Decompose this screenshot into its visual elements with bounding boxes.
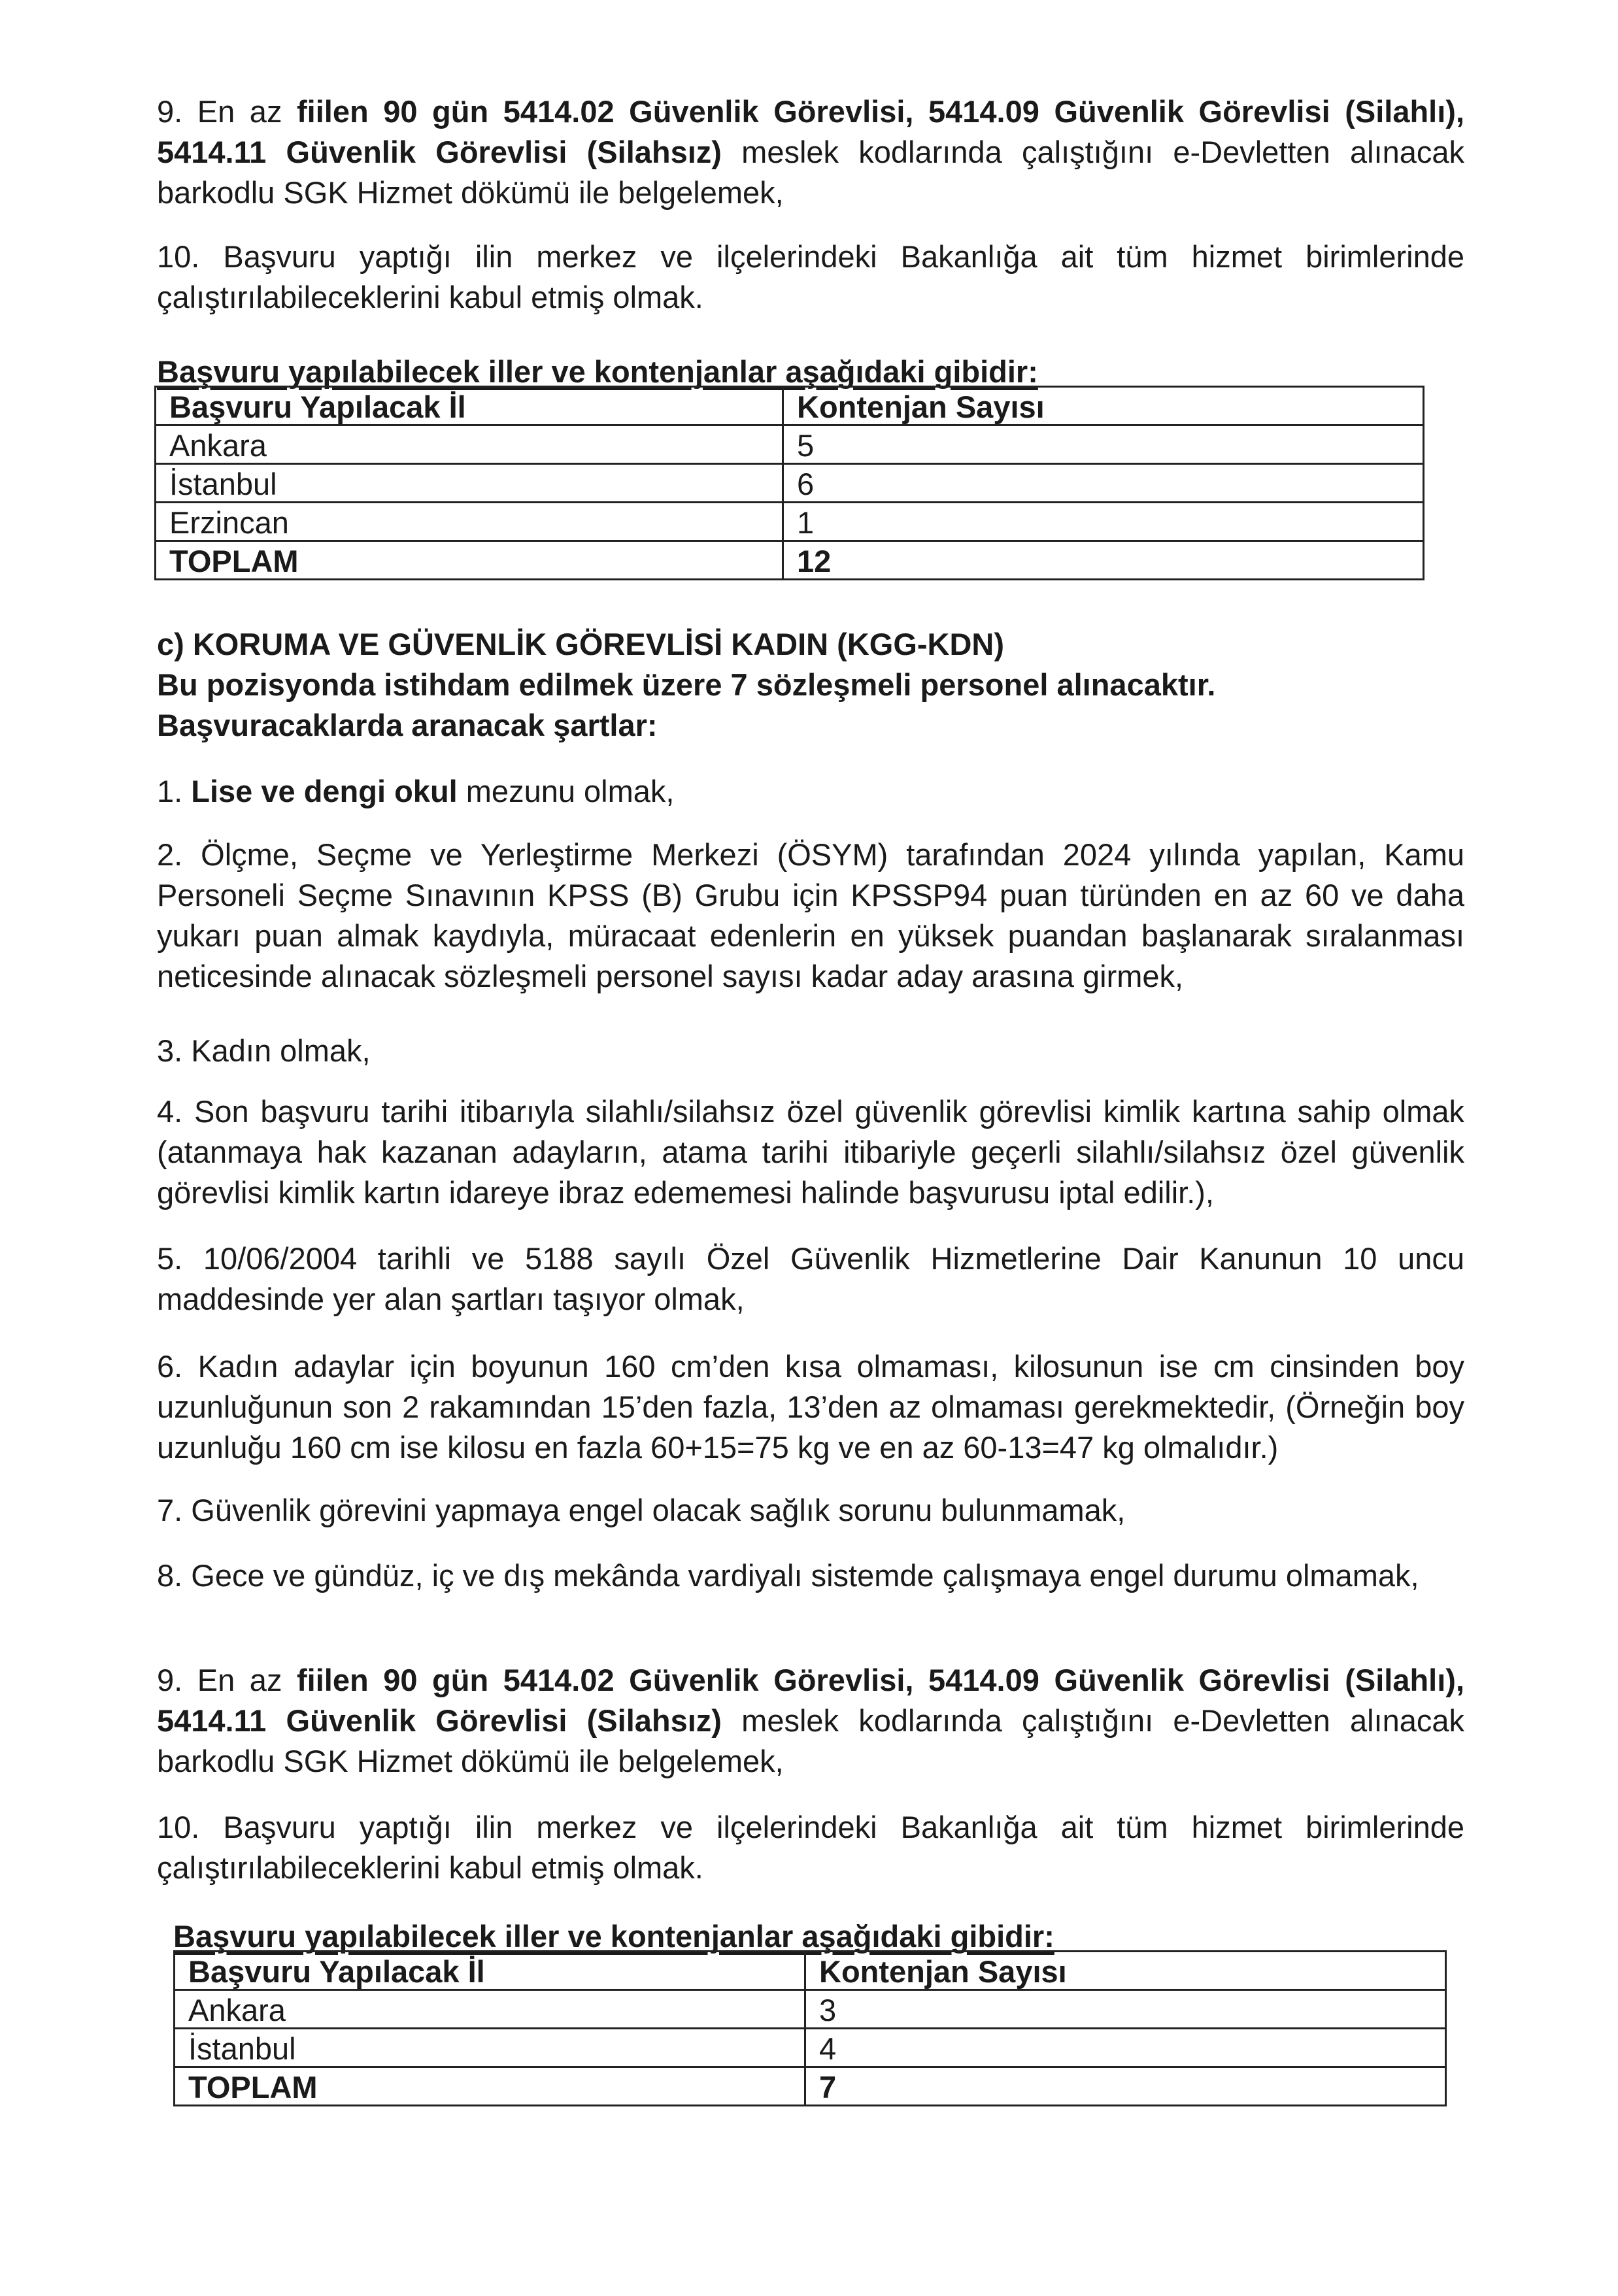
item-text: Başvuru yaptığı ilin merkez ve ilçelerindeki Bakanlığa ait tüm hizmet birimlerinde çalıştırılabileceklerini kabul etmiş olmak. xyxy=(157,1810,1465,1885)
c-item-8 xyxy=(157,1556,1464,1596)
item-number: 1. xyxy=(157,774,183,808)
quota-cell: 3 xyxy=(805,1990,1446,2029)
c-quota-table xyxy=(173,1950,1447,2106)
quota-cell: 5 xyxy=(783,425,1424,464)
item-text: En az xyxy=(197,1663,297,1697)
section-subheading: Bu pozisyonda istihdam edilmek üzere 7 sözleşmeli personel alınacaktır. xyxy=(157,667,1216,702)
table-row xyxy=(175,2029,1446,2067)
item-text: meslek kodlarında çalıştığını e-Devletten alınacak barkodlu SGK Hizmet dökümü ile belgelemek, xyxy=(157,135,1464,210)
total-label-cell: TOPLAM xyxy=(156,541,783,580)
total-value-cell: 7 xyxy=(805,2067,1446,2106)
item-number: 6. xyxy=(157,1349,183,1384)
item-number: 8. xyxy=(157,1558,183,1593)
table-header-row xyxy=(175,1952,1446,1990)
item-number: 10. xyxy=(157,1810,200,1844)
header-cell-quota: Kontenjan Sayısı xyxy=(783,387,1424,425)
c-table-title: Başvuru yapılabilecek iller ve kontenjanlar aşağıdaki gibidir: xyxy=(173,1919,1054,1954)
table-row xyxy=(156,425,1424,464)
item-number: 3. xyxy=(157,1033,183,1068)
quota-cell: 1 xyxy=(783,503,1424,541)
c-item-9 xyxy=(157,1660,1464,1782)
b-item-10 xyxy=(157,237,1464,318)
province-cell: İstanbul xyxy=(175,2029,805,2067)
c-item-10 xyxy=(157,1807,1464,1888)
item-text: meslek kodlarında çalıştığını e-Devletten alınacak barkodlu SGK Hizmet dökümü ile belgelemek, xyxy=(157,1703,1464,1778)
item-bold-text: Lise ve dengi okul xyxy=(191,774,458,808)
province-cell: İstanbul xyxy=(156,464,783,503)
province-cell: Ankara xyxy=(156,425,783,464)
header-cell-quota: Kontenjan Sayısı xyxy=(805,1952,1446,1990)
item-text: Başvuru yaptığı ilin merkez ve ilçelerindeki Bakanlığa ait tüm hizmet birimlerinde çalıştırılabileceklerini kabul etmiş olmak. xyxy=(157,239,1465,314)
item-number: 5. xyxy=(157,1241,183,1276)
c-item-6 xyxy=(157,1346,1464,1468)
c-item-4 xyxy=(157,1091,1464,1213)
c-item-1 xyxy=(157,771,1464,812)
c-item-2 xyxy=(157,835,1464,997)
quota-cell: 6 xyxy=(783,464,1424,503)
item-bold-text: fiilen 90 gün 5414.02 Güvenlik Görevlisi, 5414.09 Güvenlik Görevlisi (Silahlı), 5414.11 Güvenlik Görevlisi (Silahsız) xyxy=(157,94,1465,169)
table-total-row xyxy=(175,2067,1446,2106)
header-cell-province: Başvuru Yapılacak İl xyxy=(175,1952,805,1990)
header-cell-province: Başvuru Yapılacak İl xyxy=(156,387,783,425)
item-number: 9. xyxy=(157,94,183,129)
b-quota-table xyxy=(154,386,1424,580)
item-text: Ölçme, Seçme ve Yerleştirme Merkezi (ÖSYM) tarafından 2024 yılında yapılan, Kamu Personeli Seçme Sınavının KPSS (B) Grubu için KPSSP94 puan türünden en az 60 ve daha yukarı puan almak kaydıyla, müracaat edenlerin en yüksek puandan başlanarak sıralanması neticesinde alınacak sözleşmeli personel sayısı kadar aday arasına girmek, xyxy=(157,837,1464,993)
total-value-cell: 12 xyxy=(783,541,1424,580)
item-number: 7. xyxy=(157,1493,183,1527)
item-text: Güvenlik görevini yapmaya engel olacak sağlık sorunu bulunmamak, xyxy=(191,1493,1126,1527)
item-text: En az xyxy=(197,94,297,129)
c-item-3 xyxy=(157,1031,1464,1071)
item-bold-text: fiilen 90 gün 5414.02 Güvenlik Görevlisi, 5414.09 Güvenlik Görevlisi (Silahlı), 5414.11 Güvenlik Görevlisi (Silahsız) xyxy=(157,1663,1465,1738)
item-text: Kadın olmak, xyxy=(191,1033,371,1068)
province-cell: Ankara xyxy=(175,1990,805,2029)
item-text: Son başvuru tarihi itibarıyla silahlı/silahsız özel güvenlik görevlisi kimlik kartına sahip olmak (atanmaya hak kazanan adayların, atama tarihi itibariyle geçerli silahlı/silahsız özel güvenlik görevlisi kimlik kartın idareye ibraz edememesi halinde başvurusu iptal edilir.), xyxy=(157,1094,1464,1210)
total-label-cell: TOPLAM xyxy=(175,2067,805,2106)
c-heading-block xyxy=(157,624,1464,746)
quota-cell: 4 xyxy=(805,2029,1446,2067)
table-header-row xyxy=(156,387,1424,425)
table-total-row xyxy=(156,541,1424,580)
section-heading: c) KORUMA VE GÜVENLİK GÖREVLİSİ KADIN (KGG-KDN) xyxy=(157,627,1005,661)
item-text: mezunu olmak, xyxy=(457,774,675,808)
table-row xyxy=(175,1990,1446,2029)
item-number: 9. xyxy=(157,1663,183,1697)
conditions-title: Başvuracaklarda aranacak şartlar: xyxy=(157,708,658,742)
item-text: 10/06/2004 tarihli ve 5188 sayılı Özel Güvenlik Hizmetlerine Dair Kanunun 10 uncu maddesinde yer alan şartları taşıyor olmak, xyxy=(157,1241,1465,1316)
c-item-5 xyxy=(157,1239,1464,1320)
b-table-title: Başvuru yapılabilecek iller ve kontenjanlar aşağıdaki gibidir: xyxy=(157,354,1038,389)
item-text: Gece ve gündüz, iç ve dış mekânda vardiyalı sistemde çalışmaya engel durumu olmamak, xyxy=(191,1558,1419,1593)
table-row xyxy=(156,464,1424,503)
item-text: Kadın adaylar için boyunun 160 cm’den kısa olmaması, kilosunun ise cm cinsinden boy uzunluğunun son 2 rakamından 15’den fazla, 13’den az olmaması gerekmektedir, (Örneğin boy uzunluğu 160 cm ise kilosu en fazla 60+15=75 kg ve en az 60-13=47 kg olmalıdır.) xyxy=(157,1349,1464,1465)
c-item-7 xyxy=(157,1490,1464,1531)
item-number: 4. xyxy=(157,1094,183,1129)
province-cell: Erzincan xyxy=(156,503,783,541)
table-row xyxy=(156,503,1424,541)
item-number: 2. xyxy=(157,837,183,872)
item-number: 10. xyxy=(157,239,200,274)
b-item-9 xyxy=(157,92,1464,213)
